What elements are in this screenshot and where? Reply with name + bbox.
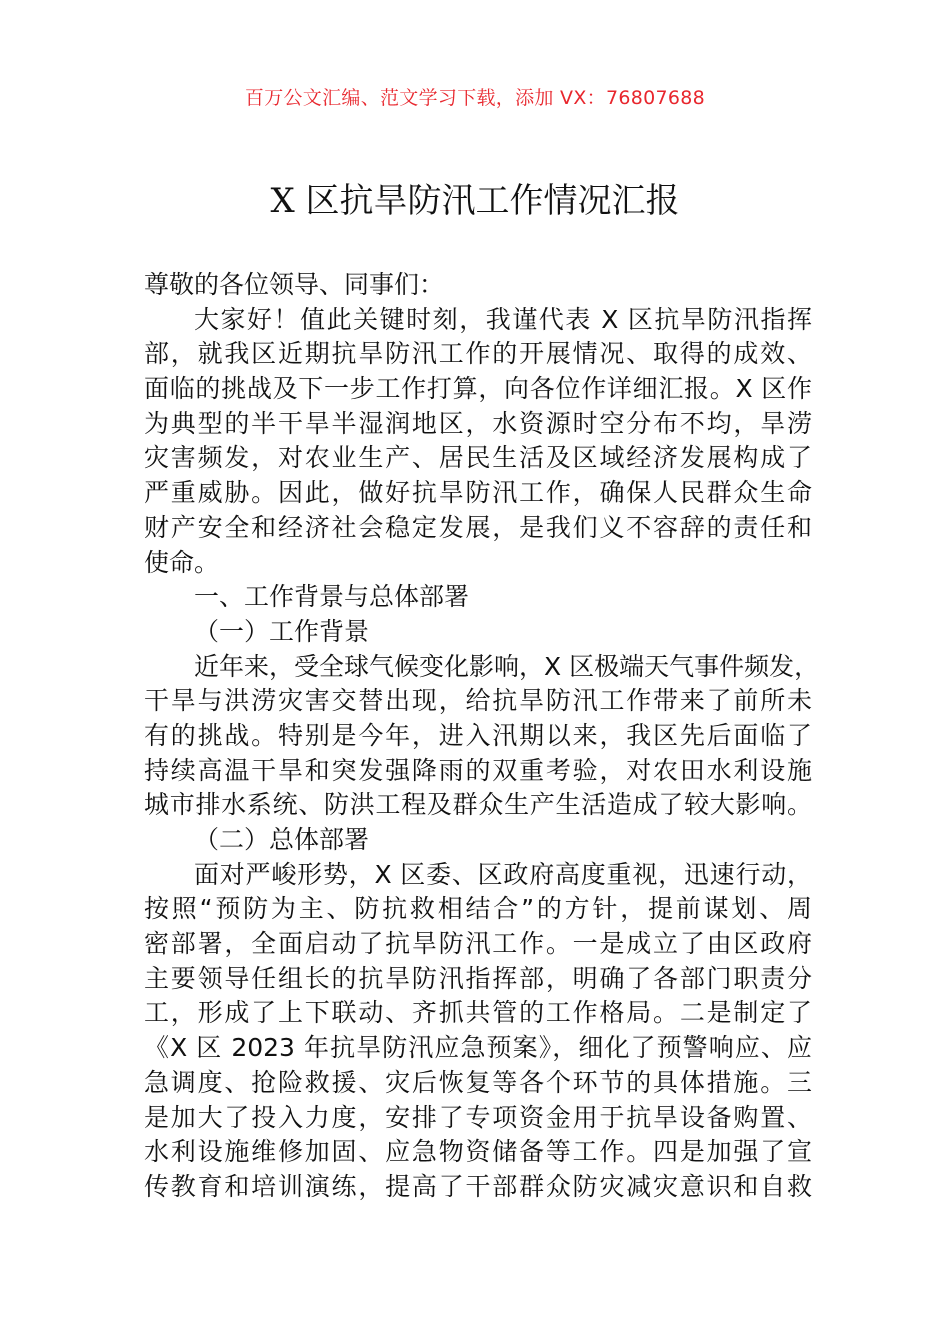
paragraph-line: 有的挑战。特别是今年，进入汛期以来，我区先后面临了 <box>144 720 812 750</box>
paragraph-line: 面临的挑战及下一步工作打算，向各位作详细汇报。X 区作 <box>144 374 812 404</box>
paragraph-line: 使命。 <box>144 547 220 577</box>
paragraph-line: 面对严峻形势，X 区委、区政府高度重视，迅速行动， <box>194 859 812 889</box>
paragraph-line: 持续高温干旱和突发强降雨的双重考验，对农田水利设施 <box>144 755 812 785</box>
paragraph-line: 工，形成了上下联动、齐抓共管的工作格局。二是制定了 <box>144 998 812 1028</box>
paragraph-line: 灾害频发，对农业生产、居民生活及区域经济发展构成了 <box>144 443 812 473</box>
paragraph-line: 近年来，受全球气候变化影响，X 区极端天气事件频发， <box>194 651 820 681</box>
document-title: X 区抗旱防汛工作情况汇报 <box>270 181 680 221</box>
paragraph-line: 干旱与洪涝灾害交替出现，给抗旱防汛工作带来了前所未 <box>144 686 812 716</box>
paragraph-line: 大家好！值此关键时刻，我谨代表 X 区抗旱防汛指挥 <box>194 304 812 334</box>
subsection-heading: （二）总体部署 <box>194 825 370 854</box>
section-heading: 一、工作背景与总体部署 <box>194 582 470 612</box>
subsection-heading: （一）工作背景 <box>194 616 370 646</box>
paragraph-line: 部，就我区近期抗旱防汛工作的开展情况、取得的成效、 <box>144 339 812 369</box>
paragraph-line: 急调度、抢险救援、灾后恢复等各个环节的具体措施。三 <box>144 1067 812 1097</box>
paragraph-line: 主要领导任组长的抗旱防汛指挥部，明确了各部门职责分 <box>144 963 812 993</box>
paragraph-line: 水利设施维修加固、应急物资储备等工作。四是加强了宣 <box>144 1137 812 1167</box>
paragraph-line: 财产安全和经济社会稳定发展，是我们义不容辞的责任和 <box>144 512 812 542</box>
paragraph-line: 传教育和培训演练，提高了干部群众防灾减灾意识和自救 <box>144 1171 812 1201</box>
paragraph-line: 城市排水系统、防洪工程及群众生产生活造成了较大影响。 <box>144 790 812 820</box>
salutation-line: 尊敬的各位领导、同事们： <box>144 270 445 299</box>
header-banner: 百万公文汇编、范文学习下载，添加 VX：76807688 <box>244 87 706 109</box>
paragraph-line: 是加大了投入力度，安排了专项资金用于抗旱设备购置、 <box>144 1102 812 1132</box>
paragraph-line: 《X 区 2023 年抗旱防汛应急预案》，细化了预警响应、应 <box>144 1033 812 1063</box>
document-body <box>144 268 820 1205</box>
paragraph-line: 密部署，全面启动了抗旱防汛工作。一是成立了由区政府 <box>144 929 812 959</box>
paragraph-line: 为典型的半干旱半湿润地区，水资源时空分布不均，旱涝 <box>144 408 812 438</box>
paragraph-line: 严重威胁。因此，做好抗旱防汛工作，确保人民群众生命 <box>144 478 812 508</box>
paragraph-line: 按照“预防为主、防抗救相结合”的方针，提前谋划、周 <box>144 894 812 924</box>
